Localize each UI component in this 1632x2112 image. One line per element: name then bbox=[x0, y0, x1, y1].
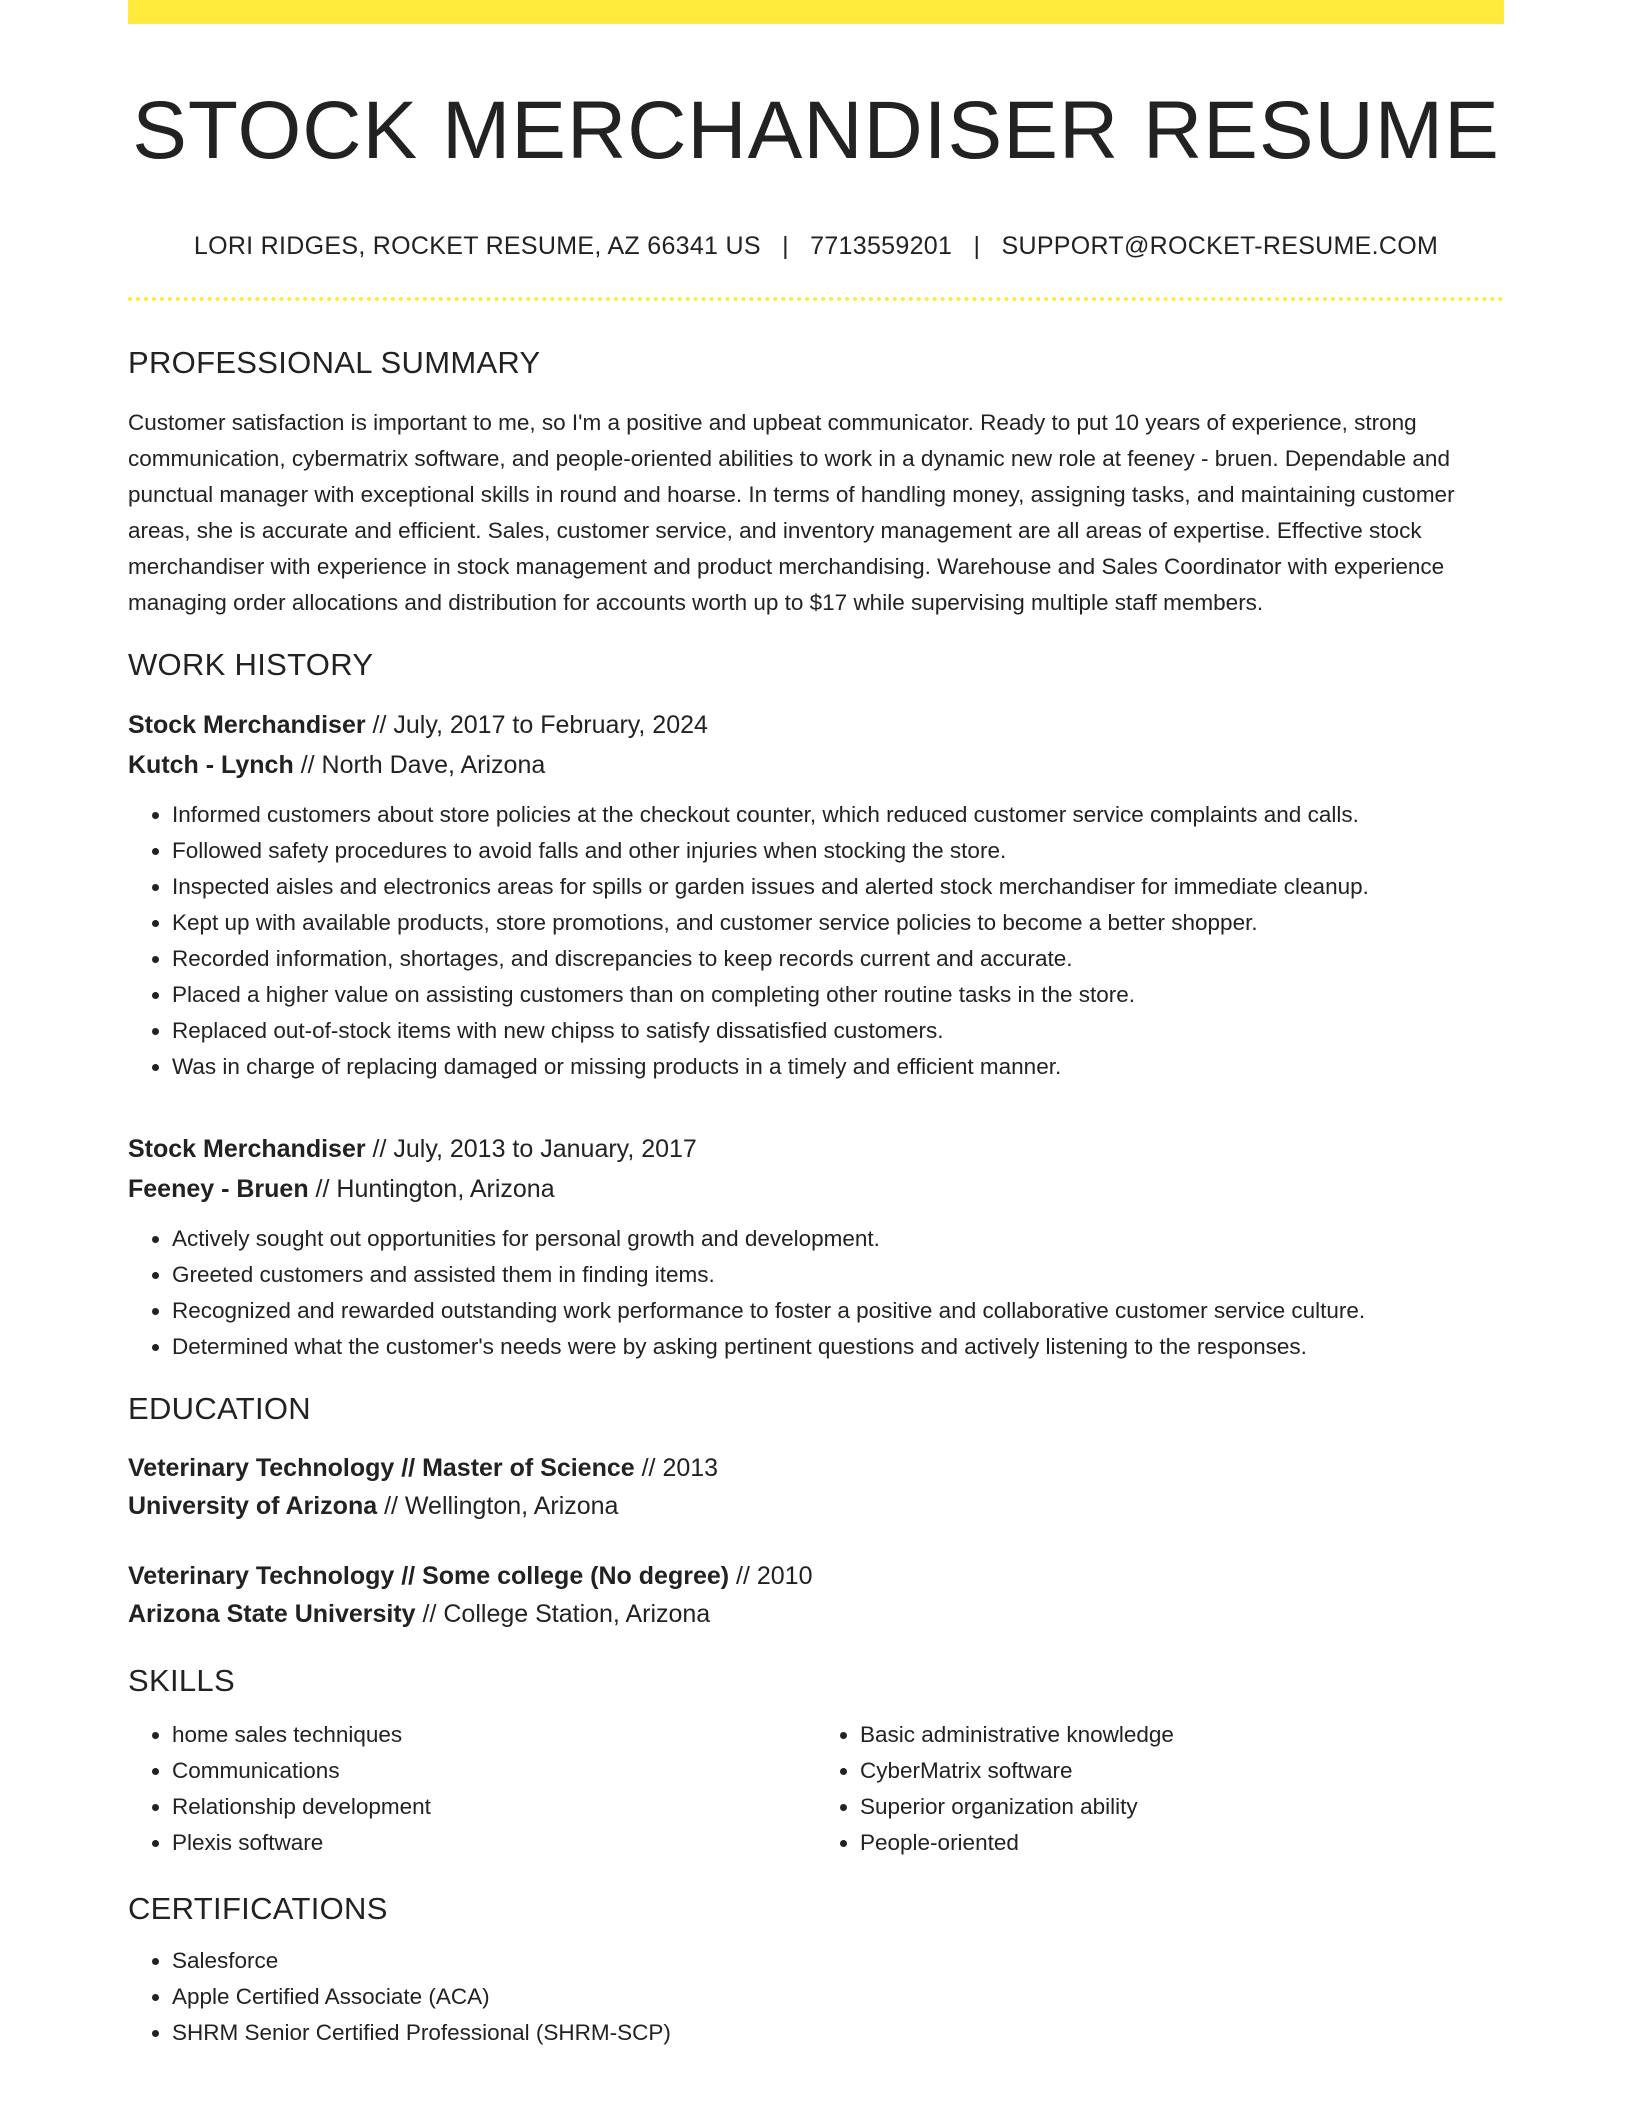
list-item: • Replaced out-of-stock items with new chipss to satisfy dissatisfied customers. bbox=[172, 1013, 1504, 1049]
education-year: // 2013 bbox=[634, 1454, 719, 1483]
contact-separator: | bbox=[782, 232, 789, 261]
dotted-divider bbox=[128, 297, 1504, 301]
list-item: • Actively sought out opportunities for personal growth and development. bbox=[172, 1221, 1504, 1257]
job-bullets bbox=[128, 797, 1504, 1085]
education-section bbox=[128, 1391, 1504, 1633]
job-entry bbox=[128, 705, 1504, 1085]
resume-page bbox=[128, 0, 1504, 2051]
list-item: • Inspected aisles and electronics areas for spills or garden issues and alerted stock merchandiser for immediate cleanup. bbox=[172, 869, 1504, 905]
education-location: // Wellington, Arizona bbox=[377, 1492, 619, 1521]
education-degree: Veterinary Technology // Master of Science bbox=[128, 1454, 635, 1483]
summary-section bbox=[128, 345, 1504, 621]
list-item: • People-oriented bbox=[860, 1825, 1504, 1861]
skills-left-column bbox=[128, 1717, 816, 1861]
job-entry bbox=[128, 1129, 1504, 1365]
list-item: • Plexis software bbox=[172, 1825, 816, 1861]
education-degree: Veterinary Technology // Some college (No degree) bbox=[128, 1562, 730, 1591]
contact-email: SUPPORT@ROCKET-RESUME.COM bbox=[1001, 232, 1439, 261]
job-company: Kutch - Lynch bbox=[128, 751, 294, 780]
skills-right-column bbox=[816, 1717, 1504, 1861]
list-item: • Recognized and rewarded outstanding work performance to foster a positive and collaborative customer service culture. bbox=[172, 1293, 1504, 1329]
accent-bar bbox=[128, 0, 1504, 24]
education-school-line bbox=[128, 1595, 1504, 1633]
list-item: • CyberMatrix software bbox=[860, 1753, 1504, 1789]
skills-section bbox=[128, 1663, 1504, 1861]
list-item: • Salesforce bbox=[172, 1943, 1504, 1979]
list-item: • Apple Certified Associate (ACA) bbox=[172, 1979, 1504, 2015]
certifications-section bbox=[128, 1891, 1504, 2051]
section-heading: PROFESSIONAL SUMMARY bbox=[128, 345, 541, 381]
education-school: Arizona State University bbox=[128, 1600, 416, 1629]
list-item: • Greeted customers and assisted them in finding items. bbox=[172, 1257, 1504, 1293]
education-entry bbox=[128, 1557, 1504, 1633]
job-location: // Huntington, Arizona bbox=[308, 1175, 555, 1204]
certifications-list bbox=[128, 1943, 1504, 2051]
list-item: • Informed customers about store policies at the checkout counter, which reduced customer service complaints and calls. bbox=[172, 797, 1504, 833]
job-bullets bbox=[128, 1221, 1504, 1365]
list-item: • SHRM Senior Certified Professional (SHRM-SCP) bbox=[172, 2015, 1504, 2051]
job-title-line bbox=[128, 705, 1504, 745]
job-title: Stock Merchandiser bbox=[128, 711, 366, 740]
job-title-line bbox=[128, 1129, 1504, 1169]
job-dates: // July, 2017 to February, 2024 bbox=[365, 711, 708, 740]
list-item: • Determined what the customer's needs were by asking pertinent questions and actively listening to the responses. bbox=[172, 1329, 1504, 1365]
resume-title: STOCK MERCHANDISER RESUME bbox=[132, 85, 1500, 176]
skills-columns bbox=[128, 1717, 1504, 1861]
job-company-line bbox=[128, 1169, 1504, 1209]
education-location: // College Station, Arizona bbox=[415, 1600, 711, 1629]
list-item: • Communications bbox=[172, 1753, 816, 1789]
education-school: University of Arizona bbox=[128, 1492, 378, 1521]
contact-address: LORI RIDGES, ROCKET RESUME, AZ 66341 US bbox=[193, 232, 761, 261]
job-company-line bbox=[128, 745, 1504, 785]
list-item: • Superior organization ability bbox=[860, 1789, 1504, 1825]
section-heading: EDUCATION bbox=[128, 1391, 311, 1427]
job-title: Stock Merchandiser bbox=[128, 1135, 366, 1164]
list-item: • Relationship development bbox=[172, 1789, 816, 1825]
education-degree-line bbox=[128, 1557, 1504, 1595]
contact-phone: 7713559201 bbox=[810, 232, 953, 261]
section-heading: WORK HISTORY bbox=[128, 647, 374, 683]
education-school-line bbox=[128, 1487, 1504, 1525]
education-entry bbox=[128, 1449, 1504, 1525]
list-item: • Followed safety procedures to avoid falls and other injuries when stocking the store. bbox=[172, 833, 1504, 869]
list-item: • Was in charge of replacing damaged or missing products in a timely and efficient manner. bbox=[172, 1049, 1504, 1085]
list-item: • Basic administrative knowledge bbox=[860, 1717, 1504, 1753]
section-heading: SKILLS bbox=[128, 1663, 235, 1699]
job-location: // North Dave, Arizona bbox=[293, 751, 546, 780]
section-heading: CERTIFICATIONS bbox=[128, 1891, 388, 1927]
list-item: • Kept up with available products, store promotions, and customer service policies to become a better shopper. bbox=[172, 905, 1504, 941]
summary-text: Customer satisfaction is important to me, so I'm a positive and upbeat communicator. Ready to put 10 years of experience, strong communication, cybermatrix software, and people-oriented abilities to work in a dynamic new role at feeney - bruen. Dependable and punctual manager with exceptional skills in round and hoarse. In terms of handling money, assigning tasks, and maintaining customer areas, she is accurate and efficient. Sales, customer service, and inventory management are all areas of expertise. Effective stock merchandiser with experience in stock management and product merchandising. Warehouse and Sales Coordinator with experience managing order allocations and distribution for accounts worth up to $17 while supervising multiple staff members. bbox=[128, 410, 1455, 616]
contact-line bbox=[128, 232, 1504, 261]
work-history-section bbox=[128, 647, 1504, 1365]
list-item: • Placed a higher value on assisting customers than on completing other routine tasks in the store. bbox=[172, 977, 1504, 1013]
list-item: • Recorded information, shortages, and discrepancies to keep records current and accurate. bbox=[172, 941, 1504, 977]
education-year: // 2010 bbox=[729, 1562, 813, 1591]
job-dates: // July, 2013 to January, 2017 bbox=[365, 1135, 697, 1164]
education-degree-line bbox=[128, 1449, 1504, 1487]
job-company: Feeney - Bruen bbox=[128, 1175, 309, 1204]
contact-separator: | bbox=[973, 232, 981, 261]
list-item: • home sales techniques bbox=[172, 1717, 816, 1753]
